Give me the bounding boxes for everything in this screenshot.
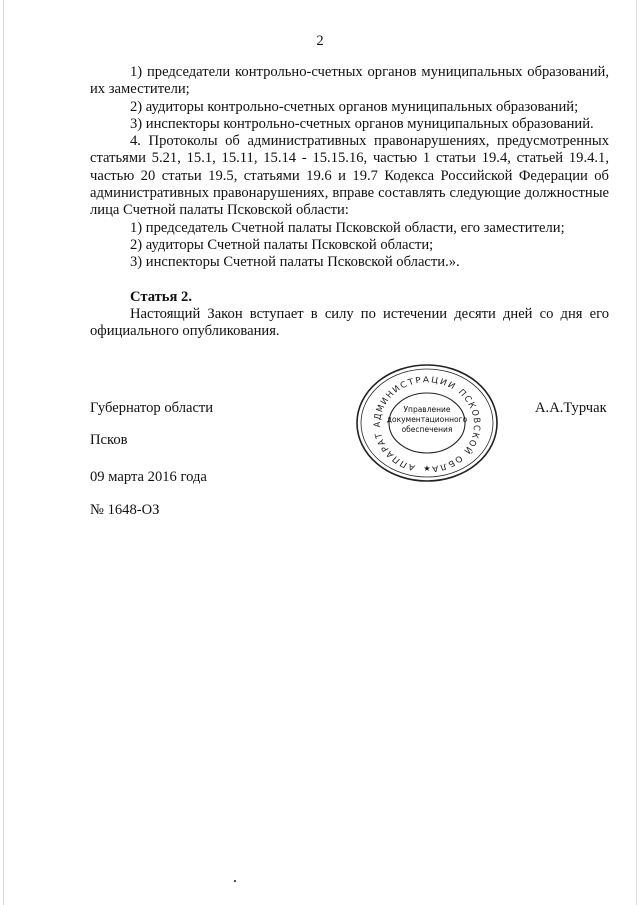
document-body xyxy=(90,64,609,340)
paragraph-item-7: 3) инспекторы Счетной палаты Псковской области.». xyxy=(130,254,460,271)
signer-position: Губернатор области xyxy=(90,400,214,416)
scan-speck xyxy=(234,880,236,882)
paragraph-item-5: 1) председатель Счетной палаты Псковской области, его заместители; xyxy=(130,219,565,236)
paragraph-item-3: 3) инспекторы контрольно-счетных органов муниципальных образований. xyxy=(130,115,594,132)
page-number: 2 xyxy=(316,33,324,49)
scan-edge-right xyxy=(636,0,637,905)
seal-line-2: документационного xyxy=(386,415,468,424)
seal-star-icon: ★ xyxy=(423,464,431,473)
seal-stamp-icon xyxy=(353,362,501,484)
signing-date: 09 марта 2016 года xyxy=(90,469,207,485)
law-number: № 1648-ОЗ xyxy=(90,502,160,518)
signer-name: А.А.Турчак xyxy=(535,400,607,416)
paragraph-gap xyxy=(90,272,609,289)
scan-edge-left xyxy=(3,0,4,905)
official-seal xyxy=(353,362,501,484)
paragraph-item-6: 2) аудиторы Счетной палаты Псковской области; xyxy=(130,236,434,253)
signing-city: Псков xyxy=(90,432,128,448)
seal-line-3: обеспечения xyxy=(401,425,453,434)
article-heading: Статья 2. xyxy=(130,288,192,305)
article-text: Настоящий Закон вступает в силу по истечении десяти дней со дня его официального опубликования. xyxy=(90,305,609,340)
paragraph-point-4: 4. Протоколы об административных правонарушениях, предусмотренных статьями 5.21, 15.1, 15.11, 15.14 - 15.15.16, частью 1 статьи 19.4, статьей 19.4.1, частью 20 статьи 19.5, статьями 19.6 и 19.7 Кодекса Российской Федерации об административных правонарушениях, вправе составлять следующие должностные лица Счетной палаты Псковской области: xyxy=(90,133,609,219)
paragraph-item-1: 1) председатели контрольно-счетных органов муниципальных образований, их заместители; xyxy=(90,64,609,98)
seal-line-1: Управление xyxy=(403,405,451,414)
paragraph-item-2: 2) аудиторы контрольно-счетных органов муниципальных образований; xyxy=(130,98,579,115)
seal-ring-text: АППАРАТ АДМИНИСТРАЦИИ ПСКОВСКОЙ ОБЛА xyxy=(372,375,482,474)
